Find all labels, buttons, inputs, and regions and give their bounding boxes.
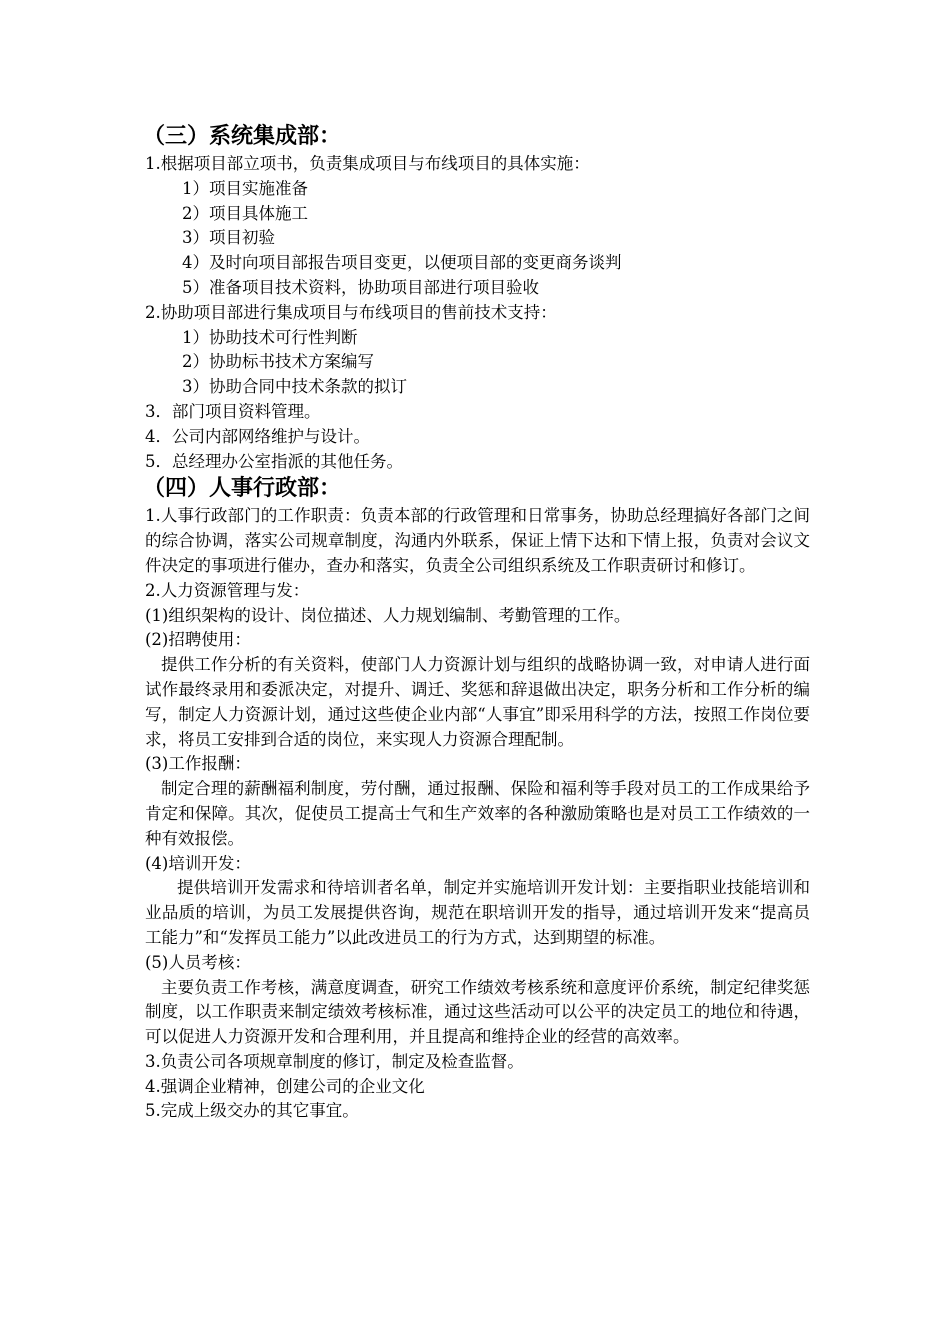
sec3-subitem-1-4: 4）及时向项目部报告项目变更，以便项目部的变更商务谈判 xyxy=(182,253,622,273)
sec3-item-5: 5．总经理办公室指派的其他任务。 xyxy=(145,451,403,471)
sec4-item-3: 3.负责公司各项规章制度的修订，制定及检查监督。 xyxy=(145,1051,524,1071)
sec3-subitem-2-1: 1）协助技术可行性判断 xyxy=(182,327,358,347)
sec4-item-2: 2.人力资源管理与发： xyxy=(145,580,310,600)
sec3-subitem-1-3: 3）项目初验 xyxy=(182,228,275,248)
sec4-subitem-1: (1)组织架构的设计、岗位描述、人力规划编制、考勤管理的工作。 xyxy=(145,605,631,625)
sec4-assessment-paragraph: 主要负责工作考核，满意度调查，研究工作绩效考核系统和意度评价系统，制定纪律奖惩制度，以工作职责来制定绩效考核标准，通过这些活动可以公平的决定员工的地位和待遇，可以促进人力资源开发和合理利用，并且提高和维持企业的经营的高效率。 xyxy=(145,977,810,1047)
sec4-subitem-2: (2)招聘使用： xyxy=(145,630,251,650)
sec3-item-1: 1.根据项目部立项书，负责集成项目与布线项目的具体实施： xyxy=(145,154,590,173)
sec4-paragraph-1: 1.人事行政部门的工作职责：负责本部的行政管理和日常事务，协助总经理搞好各部门之间的综合协调，落实公司规章制度，沟通内外联系，保证上情下达和下情上报，负责对会议文件决定的事项进行催办，查办和落实，负责全公司组织系统及工作职责研讨和修订。 xyxy=(145,506,810,575)
sec4-compensation-paragraph: 制定合理的薪酬福利制度，劳付酬，通过报酬、保险和福利等手段对员工的工作成果给予肯定和保障。其次，促使员工提高士气和生产效率的各种激励策略也是对员工工作绩效的一种有效报偿。 xyxy=(145,779,810,848)
sec4-item-4: 4.强调企业精神，创建公司的企业文化 xyxy=(145,1076,425,1096)
sec3-subitem-1-2: 2）项目具体施工 xyxy=(182,203,308,223)
sec4-subitem-4: (4)培训开发： xyxy=(145,853,251,873)
document-page xyxy=(145,122,810,1124)
sec3-item-2: 2.协助项目部进行集成项目与布线项目的售前技术支持： xyxy=(145,302,557,322)
sec4-training-paragraph: 提供培训开发需求和待培训者名单，制定并实施培训开发计划：主要指职业技能培训和业品质的培训，为员工发展提供咨询，规范在职培训开发的指导，通过培训开发来“提高员工能力”和“发挥员工能力”以此改进员工的行为方式，达到期望的标准。 xyxy=(145,878,810,947)
sec4-subitem-5: (5)人员考核： xyxy=(145,952,251,972)
sec3-subitem-1-1: 1）项目实施准备 xyxy=(182,178,308,198)
sec3-subitem-1-5: 5）准备项目技术资料，协助项目部进行项目验收 xyxy=(182,277,539,297)
sec3-subitem-2-3: 3）协助合同中技术条款的拟订 xyxy=(182,377,407,397)
sec4-subitem-3: (3)工作报酬： xyxy=(145,754,251,774)
sec4-recruitment-paragraph: 提供工作分析的有关资料，使部门人力资源计划与组织的战略协调一致，对申请人进行面试作最终录用和委派决定，对提升、调迁、奖惩和辞退做出决定，职务分析和工作分析的编写，制定人力资源计划，通过这些使企业内部“人事宜”即采用科学的方法，按照工作岗位要求，将员工安排到合适的岗位，来实现人力资源合理配制。 xyxy=(145,655,810,749)
section-3-heading: （三）系统集成部： xyxy=(143,124,342,149)
section-4-heading: （四）人事行政部： xyxy=(143,476,342,502)
sec3-item-4: 4．公司内部网络维护与设计。 xyxy=(145,426,370,446)
sec4-item-5: 5.完成上级交办的其它事宜。 xyxy=(145,1101,359,1121)
sec3-subitem-2-2: 2）协助标书技术方案编写 xyxy=(182,352,374,372)
sec3-item-3: 3．部门项目资料管理。 xyxy=(145,401,321,421)
